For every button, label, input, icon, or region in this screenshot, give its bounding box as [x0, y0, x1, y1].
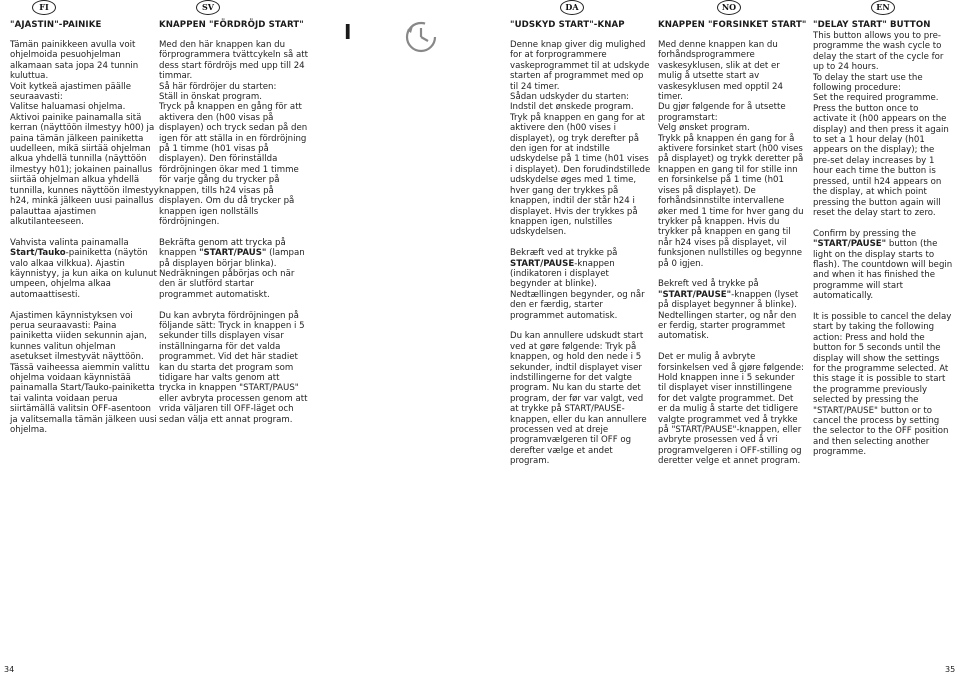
no-title: KNAPPEN "FORSINKET START": [658, 20, 807, 30]
fi-body: Tämän painikkeen avulla voit ohjelmoida pesuohjelman alkamaan sata jopa 24 tunnin kuluttua. Voit kytkeä ajastimen päälle seuraavasti: Valitse haluamasi ohjelma. Aktivoi painike painamalla sitä kerran (näyttöön ilmestyy h00) ja paina tämän jälkeen painiketta uudelleen, mikä siirtää ohjelman alkua yhdellä tunnilla (näyttöön ilmestyy h01); jokainen painallus siirtää ohjelman alkua yhdellä tunnilla, kunnes näyttöön ilmestyy h24, minkä jälkeen uusi painallus palauttaa ajastimen alkutilanteeseen. Vahvista valinta painamalla Start/Tauko-painiketta (näytön valo alkaa vilkkua). Ajastin käynnistyy, ja kun aika on kulunut umpeen, ohjelma alkaa automaattisesti. Ajastimen käynnistyksen voi perua seuraavasti: Paina painiketta viiden sekunnin ajan, kunnes valitun ohjelman asetukset ilmestyvät näyttöön. Tässä vaiheessa aiemmin valittu ohjelma voidaan käynnistää painamalla Start/Tauko-painiketta tai valinta voidaan perua siirtämällä valitsin OFF-asentoon ja valitsemalla tämän jälkeen uusi ohjelma.: [10, 40, 159, 435]
lang-badge-no: NO: [717, 0, 741, 15]
roman-numeral: I: [344, 20, 352, 44]
lang-badge-sv: SV: [196, 0, 220, 15]
page-number-right: 35: [945, 665, 956, 674]
sv-body: Med den här knappen kan du förprogrammera tvättcykeln så att dess start fördröjs med upp till 24 timmar. Så här fördröjer du starten: Ställ in önskat program. Tryck på knappen en gång för att aktivera den (h00 visas på displayen) och tryck sedan på den igen för att ställa in en fördröjning på 1 timme (h01 visas på displayen). Den förinställda fördröjningen ökar med 1 timme för varje gång du trycker på knappen, tills h24 visas på displayen. Om du då trycker på knappen igen nollställs fördröjningen. Bekräfta genom att trycka på knappen "START/PAUS" (lampan på displayen börjar blinka). Nedräkningen påbörjas och när den är slutförd startar programmet automatiskt. Du kan avbryta fördröjningen på följande sätt: Tryck in knappen i 5 sekunder tills displayen visar inställningarna för det valda programmet. Vid det här stadiet kan du starta det program som tidigare har valts genom att trycka in knappen "START/PAUS" eller avbryta processen genom att vrida väljaren till OFF-läget och sedan välja ett annat program.: [159, 40, 308, 425]
en-body: This button allows you to pre-programme the wash cycle to delay the start of the cycle for up to 24 hours. To delay the start use the following procedure: Set the required programme. Press the button once to activate it (h00 appears on the display) and then press it again to set a 1 hour delay (h01 appears on the display); the pre-set delay increases by 1 hour each time the button is pressed, until h24 appears on the display, at which point pressing the button again will reset the delay start to zero. Confirm by pressing the "START/PAUSE" button (the light on the display starts to flash). The countdown will begin and when it has finished the programme will start automatically. It is possible to cancel the delay start by taking the following action: Press and hold the button for 5 seconds until the display will show the settings for the programme selected. At this stage it is possible to start the programme previously selected by pressing the "START/PAUSE" button or to cancel the process by setting the selector to the OFF position and then selecting another programme.: [813, 31, 953, 458]
lang-badge-da: DA: [560, 0, 584, 15]
no-body: Med denne knappen kan du forhåndsprogrammere vaskesyklusen, slik at det er mulig å utsette start av vaskesyklusen med opptil 24 timer. Du gjør følgende for å utsette programstart: Velg ønsket program. Trykk på knappen én gang for å aktivere forsinket start (h00 vises på displayet) og trykk deretter på knappen en gang til for stille inn en forsinkelse på 1 time (h01 vises på displayet). De forhåndsinnstilte intervallene øker med 1 time for hver gang du trykker på knappen. Hvis du trykker på knappen en gang til når h24 vises på displayet, vil funksjonen nullstilles og begynne på 0 igjen. Bekreft ved å trykke på "START/PAUSE"-knappen (lyset på displayet begynner å blinke). Nedtellingen starter, og når den er ferdig, starter programmet automatisk. Det er mulig å avbryte forsinkelsen ved å gjøre følgende: Hold knappen inne i 5 sekunder til displayet viser innstillingene for det valgte programmet. Det er da mulig å starte det tidligere valgte programmet ved å trykke på "START/PAUSE"-knappen, eller avbryte prosessen ved å vri programvelgeren i OFF-stilling og deretter velge et annet program.: [658, 40, 804, 467]
lang-badge-en: EN: [871, 0, 895, 15]
en-title: "DELAY START" BUTTON: [813, 20, 931, 30]
da-body: Denne knap giver dig mulighed for at forprogrammere vaskeprogrammet til at udskyde starten af programmet med op til 24 timer. Sådan udskyder du starten: Indstil det ønskede program. Tryk på knappen en gang for at aktivere den (h00 vises i displayet), og tryk derefter på den igen for at indstille udskydelse på 1 time (h01 vises i displayet). Den forudindstillede udskydelse øges med 1 time, hver gang der trykkes på knappen, indtil der står h24 i displayet. Hvis der trykkes på knappen igen, nulstilles udskydelsen. Bekræft ved at trykke på START/PAUSE-knappen (indikatoren i displayet begynder at blinke). Nedtællingen begynder, og når den er færdig, starter programmet automatisk. Du kan annullere udskudt start ved at gøre følgende: Tryk på knappen, og hold den nede i 5 sekunder, indtil displayet viser indstillingerne for det valgte program. Nu kan du starte det program, der før var valgt, ved at trykke på START/PAUSE-knappen, eller du kan annullere processen ved at dreje programvælgeren til OFF og derefter vælge et andet program.: [510, 40, 651, 467]
fi-title: "AJASTIN"-PAINIKE: [10, 20, 102, 30]
page-number-left: 34: [4, 665, 15, 674]
lang-badge-fi: FI: [32, 0, 56, 15]
sv-title: KNAPPEN "FÖRDRÖJD START": [159, 20, 304, 30]
da-title: "UDSKYD START"-KNAP: [510, 20, 625, 30]
timer-clock-icon: [403, 20, 439, 54]
